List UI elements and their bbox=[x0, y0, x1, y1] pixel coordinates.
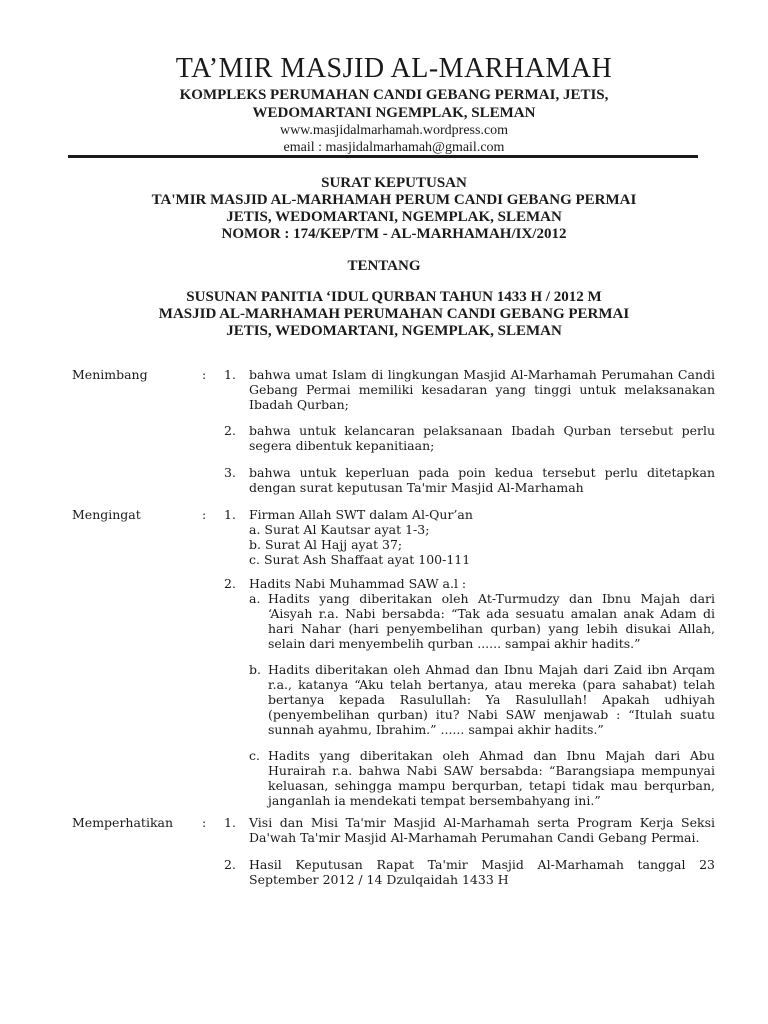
section-label: Menimbang bbox=[72, 367, 148, 382]
section-label: Mengingat bbox=[72, 507, 141, 522]
item-number: 2. bbox=[224, 423, 236, 438]
section-colon: : bbox=[202, 507, 207, 522]
about-line-2: MASJID AL-MARHAMAH PERUMAHAN CANDI GEBANG PERMAI bbox=[158, 306, 630, 322]
letterhead bbox=[0, 52, 768, 156]
hadith-letter: b. bbox=[249, 662, 261, 677]
address-line-1: KOMPLEKS PERUMAHAN CANDI GEBANG PERMAI, JETIS, bbox=[179, 87, 609, 103]
item-number: 2. bbox=[224, 857, 236, 872]
email: email : masjidalmarhamah@gmail.com bbox=[283, 140, 505, 155]
item-text: Firman Allah SWT dalam Al-Qur’an bbox=[249, 507, 473, 522]
hadith-text: Hadits yang diberitakan oleh Ahmad dan Ibnu Majah dari Abu Hurairah r.a. bahwa Nabi SAW bersabda: “Barangsiapa mempunyai keluasan, sehingga mampu berqurban, tetapi tidak mau berqurban, janganlah ia mendekati tempat bersembahyang ini.” bbox=[268, 748, 715, 808]
item-number: 3. bbox=[224, 465, 236, 480]
section-colon: : bbox=[202, 815, 207, 830]
address-line-2: WEDOMARTANI NGEMPLAK, SLEMAN bbox=[252, 105, 536, 121]
section-label: Memperhatikan bbox=[72, 815, 174, 830]
item-text: Hadits Nabi Muhammad SAW a.l : bbox=[249, 576, 467, 591]
hadith-text: Hadits yang diberitakan oleh At-Turmudzy dan Ibnu Majah dari ‘Aisyah r.a. Nabi bersabda: “Tak ada sesuatu amalan anak Adam di hari Nahar (hari penyembelihan qurban) yang lebih disukai Allah, selain dari menyembelih qurban ...... sampai akhir hadits.” bbox=[268, 591, 715, 651]
hadith-letter: a. bbox=[249, 591, 261, 606]
item-text: bahwa untuk kelancaran pelaksanaan Ibadah Qurban tersebut perlu segera dibentuk kepanitiaan; bbox=[249, 423, 715, 453]
quran-reference: b. Surat Al Hajj ayat 37; bbox=[249, 537, 403, 552]
quran-reference: a. Surat Al Kautsar ayat 1-3; bbox=[249, 522, 430, 537]
item-text: Hasil Keputusan Rapat Ta'mir Masjid Al-Marhamah tanggal 23 September 2012 / 14 Dzulqaidah 1433 H bbox=[249, 857, 715, 887]
about-line-1: SUSUNAN PANITIA ‘IDUL QURBAN TAHUN 1433 H / 2012 M bbox=[186, 289, 602, 305]
letterhead-divider bbox=[68, 155, 698, 158]
hadith-letter: c. bbox=[249, 748, 260, 763]
decree-type: SURAT KEPUTUSAN bbox=[321, 175, 467, 191]
item-number: 1. bbox=[224, 815, 236, 830]
section-colon: : bbox=[202, 367, 207, 382]
item-content bbox=[249, 507, 715, 567]
hadith-text: Hadits diberitakan oleh Ahmad dan Ibnu Majah dari Zaid ibn Arqam r.a., katanya “Aku telah bertanya, atau mereka (para sahabat) telah bertanya kepada Rasulullah: Ya Rasulullah! Apakah udhiyah (penyembelihan qurban) itu? Nabi SAW menjawab : “Itulah suatu sunnah ayahmu, Ibrahim.” ...... sampai akhir hadits.” bbox=[268, 662, 715, 737]
decree-heading bbox=[0, 175, 768, 243]
quran-reference: c. Surat Ash Shaffaat ayat 100-111 bbox=[249, 552, 471, 567]
website: www.masjidalmarhamah.wordpress.com bbox=[279, 123, 509, 138]
item-text: bahwa untuk keperluan pada poin kedua tersebut perlu ditetapkan dengan surat keputusan Ta'mir Masjid Al-Marhamah bbox=[249, 465, 715, 495]
about-label: TENTANG bbox=[347, 258, 421, 274]
item-text: bahwa umat Islam di lingkungan Masjid Al-Marhamah Perumahan Candi Gebang Permai memiliki kesadaran yang tinggi untuk melaksanakan Ibadah Qurban; bbox=[249, 367, 715, 412]
item-number: 1. bbox=[224, 507, 236, 522]
item-number: 2. bbox=[224, 576, 236, 591]
decree-location: JETIS, WEDOMARTANI, NGEMPLAK, SLEMAN bbox=[226, 209, 562, 225]
item-text: Visi dan Misi Ta'mir Masjid Al-Marhamah serta Program Kerja Seksi Da'wah Ta'mir Masjid Al-Marhamah Perumahan Candi Gebang Permai. bbox=[249, 815, 715, 845]
decree-number: NOMOR : 174/KEP/TM - AL-MARHAMAH/IX/2012 bbox=[221, 226, 567, 242]
decree-issuer: TA'MIR MASJID AL-MARHAMAH PERUM CANDI GEBANG PERMAI bbox=[151, 192, 637, 208]
organization-title: TA’MIR MASJID AL-MARHAMAH bbox=[175, 53, 613, 84]
about-line-3: JETIS, WEDOMARTANI, NGEMPLAK, SLEMAN bbox=[226, 323, 562, 339]
about-heading bbox=[0, 289, 768, 340]
item-number: 1. bbox=[224, 367, 236, 382]
